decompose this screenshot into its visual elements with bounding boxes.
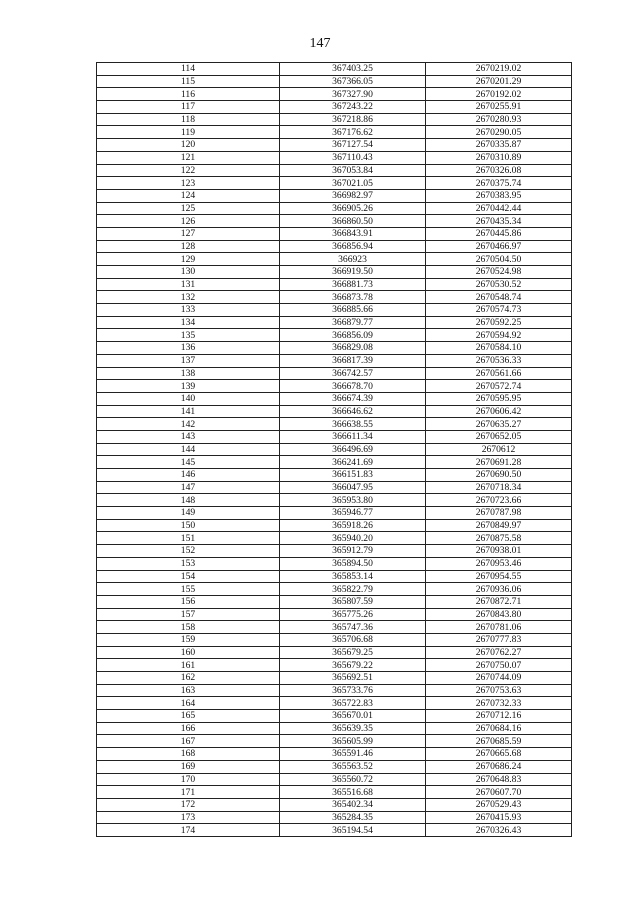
x-coordinate-cell: 366611.34 (280, 430, 426, 443)
x-coordinate-cell: 365946.77 (280, 507, 426, 520)
table-row (97, 202, 572, 215)
y-coordinate-cell: 2670843.80 (426, 608, 572, 621)
y-coordinate-cell: 2670750.07 (426, 659, 572, 672)
x-coordinate-cell: 366829.08 (280, 342, 426, 355)
x-coordinate-cell: 365853.14 (280, 570, 426, 583)
table-row (97, 329, 572, 342)
table-row (97, 532, 572, 545)
y-coordinate-cell: 2670875.58 (426, 532, 572, 545)
table-row (97, 469, 572, 482)
table-row (97, 710, 572, 723)
point-number-cell: 116 (97, 88, 280, 101)
point-number-cell: 172 (97, 798, 280, 811)
x-coordinate-cell: 365894.50 (280, 557, 426, 570)
table-row (97, 240, 572, 253)
point-number-cell: 124 (97, 189, 280, 202)
x-coordinate-cell: 367218.86 (280, 113, 426, 126)
y-coordinate-cell: 2670335.87 (426, 139, 572, 152)
point-number-cell: 155 (97, 583, 280, 596)
x-coordinate-cell: 365516.68 (280, 786, 426, 799)
y-coordinate-cell: 2670686.24 (426, 760, 572, 773)
table-row (97, 557, 572, 570)
y-coordinate-cell: 2670938.01 (426, 545, 572, 558)
x-coordinate-cell: 366856.09 (280, 329, 426, 342)
x-coordinate-cell: 365722.83 (280, 697, 426, 710)
table-row (97, 722, 572, 735)
point-number-cell: 170 (97, 773, 280, 786)
table-row (97, 507, 572, 520)
y-coordinate-cell: 2670445.86 (426, 227, 572, 240)
x-coordinate-cell: 366879.77 (280, 316, 426, 329)
point-number-cell: 122 (97, 164, 280, 177)
y-coordinate-cell: 2670415.93 (426, 811, 572, 824)
y-coordinate-cell: 2670219.02 (426, 63, 572, 76)
point-number-cell: 160 (97, 646, 280, 659)
table-row (97, 63, 572, 76)
x-coordinate-cell: 365284.35 (280, 811, 426, 824)
table-row (97, 380, 572, 393)
x-coordinate-cell: 366742.57 (280, 367, 426, 380)
table-row (97, 824, 572, 837)
table-row (97, 595, 572, 608)
table-row (97, 139, 572, 152)
point-number-cell: 134 (97, 316, 280, 329)
y-coordinate-cell: 2670936.06 (426, 583, 572, 596)
x-coordinate-cell: 365912.79 (280, 545, 426, 558)
point-number-cell: 148 (97, 494, 280, 507)
table-row (97, 113, 572, 126)
point-number-cell: 136 (97, 342, 280, 355)
coordinate-table-body (97, 63, 572, 837)
table-row (97, 748, 572, 761)
x-coordinate-cell: 367110.43 (280, 151, 426, 164)
table-row (97, 633, 572, 646)
point-number-cell: 132 (97, 291, 280, 304)
point-number-cell: 141 (97, 405, 280, 418)
x-coordinate-cell: 366843.91 (280, 227, 426, 240)
y-coordinate-cell: 2670574.73 (426, 304, 572, 317)
point-number-cell: 162 (97, 672, 280, 685)
x-coordinate-cell: 365402.34 (280, 798, 426, 811)
x-coordinate-cell: 365692.51 (280, 672, 426, 685)
y-coordinate-cell: 2670280.93 (426, 113, 572, 126)
y-coordinate-cell: 2670504.50 (426, 253, 572, 266)
x-coordinate-cell: 366860.50 (280, 215, 426, 228)
point-number-cell: 143 (97, 430, 280, 443)
y-coordinate-cell: 2670442.44 (426, 202, 572, 215)
point-number-cell: 117 (97, 101, 280, 114)
y-coordinate-cell: 2670753.63 (426, 684, 572, 697)
table-row (97, 570, 572, 583)
table-row (97, 481, 572, 494)
x-coordinate-cell: 365670.01 (280, 710, 426, 723)
point-number-cell: 135 (97, 329, 280, 342)
y-coordinate-cell: 2670606.42 (426, 405, 572, 418)
point-number-cell: 146 (97, 469, 280, 482)
point-number-cell: 147 (97, 481, 280, 494)
x-coordinate-cell: 367243.22 (280, 101, 426, 114)
x-coordinate-cell: 365679.22 (280, 659, 426, 672)
y-coordinate-cell: 2670953.46 (426, 557, 572, 570)
y-coordinate-cell: 2670781.06 (426, 621, 572, 634)
y-coordinate-cell: 2670691.28 (426, 456, 572, 469)
y-coordinate-cell: 2670192.02 (426, 88, 572, 101)
y-coordinate-cell: 2670954.55 (426, 570, 572, 583)
point-number-cell: 174 (97, 824, 280, 837)
x-coordinate-cell: 366241.69 (280, 456, 426, 469)
y-coordinate-cell: 2670635.27 (426, 418, 572, 431)
table-row (97, 215, 572, 228)
table-row (97, 75, 572, 88)
table-row (97, 494, 572, 507)
table-row (97, 735, 572, 748)
x-coordinate-cell: 366885.66 (280, 304, 426, 317)
y-coordinate-cell: 2670530.52 (426, 278, 572, 291)
x-coordinate-cell: 366674.39 (280, 392, 426, 405)
table-row (97, 278, 572, 291)
y-coordinate-cell: 2670665.68 (426, 748, 572, 761)
point-number-cell: 125 (97, 202, 280, 215)
point-number-cell: 115 (97, 75, 280, 88)
table-row (97, 392, 572, 405)
x-coordinate-cell: 367403.25 (280, 63, 426, 76)
x-coordinate-cell: 365747.36 (280, 621, 426, 634)
y-coordinate-cell: 2670524.98 (426, 266, 572, 279)
table-row (97, 316, 572, 329)
table-row (97, 608, 572, 621)
point-number-cell: 145 (97, 456, 280, 469)
point-number-cell: 130 (97, 266, 280, 279)
x-coordinate-cell: 365563.52 (280, 760, 426, 773)
table-row (97, 342, 572, 355)
x-coordinate-cell: 366678.70 (280, 380, 426, 393)
point-number-cell: 129 (97, 253, 280, 266)
x-coordinate-cell: 367176.62 (280, 126, 426, 139)
coordinate-table (96, 62, 572, 837)
x-coordinate-cell: 366047.95 (280, 481, 426, 494)
y-coordinate-cell: 2670572.74 (426, 380, 572, 393)
y-coordinate-cell: 2670375.74 (426, 177, 572, 190)
point-number-cell: 158 (97, 621, 280, 634)
y-coordinate-cell: 2670466.97 (426, 240, 572, 253)
y-coordinate-cell: 2670777.83 (426, 633, 572, 646)
table-row (97, 786, 572, 799)
x-coordinate-cell: 365591.46 (280, 748, 426, 761)
point-number-cell: 167 (97, 735, 280, 748)
x-coordinate-cell: 366646.62 (280, 405, 426, 418)
x-coordinate-cell: 365194.54 (280, 824, 426, 837)
table-row (97, 798, 572, 811)
point-number-cell: 139 (97, 380, 280, 393)
y-coordinate-cell: 2670255.91 (426, 101, 572, 114)
x-coordinate-cell: 366873.78 (280, 291, 426, 304)
y-coordinate-cell: 2670732.33 (426, 697, 572, 710)
y-coordinate-cell: 2670584.10 (426, 342, 572, 355)
y-coordinate-cell: 2670594.92 (426, 329, 572, 342)
point-number-cell: 173 (97, 811, 280, 824)
table-row (97, 164, 572, 177)
table-row (97, 672, 572, 685)
point-number-cell: 127 (97, 227, 280, 240)
y-coordinate-cell: 2670712.16 (426, 710, 572, 723)
y-coordinate-cell: 2670529.43 (426, 798, 572, 811)
table-row (97, 405, 572, 418)
y-coordinate-cell: 2670201.29 (426, 75, 572, 88)
x-coordinate-cell: 365679.25 (280, 646, 426, 659)
table-row (97, 151, 572, 164)
y-coordinate-cell: 2670548.74 (426, 291, 572, 304)
point-number-cell: 166 (97, 722, 280, 735)
table-row (97, 291, 572, 304)
y-coordinate-cell: 2670592.25 (426, 316, 572, 329)
point-number-cell: 114 (97, 63, 280, 76)
x-coordinate-cell: 367366.05 (280, 75, 426, 88)
x-coordinate-cell: 366982.97 (280, 189, 426, 202)
table-row (97, 583, 572, 596)
y-coordinate-cell: 2670723.66 (426, 494, 572, 507)
point-number-cell: 165 (97, 710, 280, 723)
table-row (97, 519, 572, 532)
table-row (97, 88, 572, 101)
x-coordinate-cell: 366919.50 (280, 266, 426, 279)
y-coordinate-cell: 2670561.66 (426, 367, 572, 380)
y-coordinate-cell: 2670326.08 (426, 164, 572, 177)
x-coordinate-cell: 365639.35 (280, 722, 426, 735)
page-number: 147 (309, 36, 331, 51)
point-number-cell: 133 (97, 304, 280, 317)
x-coordinate-cell: 365775.26 (280, 608, 426, 621)
point-number-cell: 121 (97, 151, 280, 164)
point-number-cell: 154 (97, 570, 280, 583)
point-number-cell: 119 (97, 126, 280, 139)
table-row (97, 443, 572, 456)
table-row (97, 367, 572, 380)
y-coordinate-cell: 2670536.33 (426, 354, 572, 367)
x-coordinate-cell: 367053.84 (280, 164, 426, 177)
point-number-cell: 150 (97, 519, 280, 532)
x-coordinate-cell: 366856.94 (280, 240, 426, 253)
x-coordinate-cell: 365733.76 (280, 684, 426, 697)
y-coordinate-cell: 2670744.09 (426, 672, 572, 685)
x-coordinate-cell: 365940.20 (280, 532, 426, 545)
point-number-cell: 171 (97, 786, 280, 799)
x-coordinate-cell: 366817.39 (280, 354, 426, 367)
y-coordinate-cell: 2670595.95 (426, 392, 572, 405)
x-coordinate-cell: 365560.72 (280, 773, 426, 786)
y-coordinate-cell: 2670383.95 (426, 189, 572, 202)
x-coordinate-cell: 365807.59 (280, 595, 426, 608)
y-coordinate-cell: 2670684.16 (426, 722, 572, 735)
y-coordinate-cell: 2670652.05 (426, 430, 572, 443)
table-row (97, 659, 572, 672)
x-coordinate-cell: 365918.26 (280, 519, 426, 532)
y-coordinate-cell: 2670685.59 (426, 735, 572, 748)
point-number-cell: 142 (97, 418, 280, 431)
y-coordinate-cell: 2670607.70 (426, 786, 572, 799)
x-coordinate-cell: 366638.55 (280, 418, 426, 431)
point-number-cell: 163 (97, 684, 280, 697)
point-number-cell: 128 (97, 240, 280, 253)
x-coordinate-cell: 367127.54 (280, 139, 426, 152)
table-row (97, 304, 572, 317)
table-row (97, 418, 572, 431)
point-number-cell: 144 (97, 443, 280, 456)
point-number-cell: 153 (97, 557, 280, 570)
y-coordinate-cell: 2670310.89 (426, 151, 572, 164)
x-coordinate-cell: 365822.79 (280, 583, 426, 596)
point-number-cell: 118 (97, 113, 280, 126)
table-row (97, 760, 572, 773)
point-number-cell: 149 (97, 507, 280, 520)
x-coordinate-cell: 366923 (280, 253, 426, 266)
point-number-cell: 120 (97, 139, 280, 152)
table-row (97, 697, 572, 710)
point-number-cell: 123 (97, 177, 280, 190)
x-coordinate-cell: 366151.83 (280, 469, 426, 482)
y-coordinate-cell: 2670648.83 (426, 773, 572, 786)
x-coordinate-cell: 365706.68 (280, 633, 426, 646)
table-row (97, 253, 572, 266)
y-coordinate-cell: 2670690.50 (426, 469, 572, 482)
y-coordinate-cell: 2670612 (426, 443, 572, 456)
y-coordinate-cell: 2670290.05 (426, 126, 572, 139)
point-number-cell: 161 (97, 659, 280, 672)
x-coordinate-cell: 365953.80 (280, 494, 426, 507)
x-coordinate-cell: 367021.05 (280, 177, 426, 190)
table-row (97, 621, 572, 634)
point-number-cell: 164 (97, 697, 280, 710)
x-coordinate-cell: 366496.69 (280, 443, 426, 456)
point-number-cell: 152 (97, 545, 280, 558)
table-row (97, 430, 572, 443)
y-coordinate-cell: 2670718.34 (426, 481, 572, 494)
point-number-cell: 137 (97, 354, 280, 367)
point-number-cell: 159 (97, 633, 280, 646)
point-number-cell: 156 (97, 595, 280, 608)
table-row (97, 126, 572, 139)
x-coordinate-cell: 365605.99 (280, 735, 426, 748)
y-coordinate-cell: 2670762.27 (426, 646, 572, 659)
point-number-cell: 140 (97, 392, 280, 405)
table-row (97, 354, 572, 367)
y-coordinate-cell: 2670787.98 (426, 507, 572, 520)
table-row (97, 266, 572, 279)
table-row (97, 177, 572, 190)
table-row (97, 227, 572, 240)
point-number-cell: 126 (97, 215, 280, 228)
table-row (97, 646, 572, 659)
point-number-cell: 151 (97, 532, 280, 545)
x-coordinate-cell: 366881.73 (280, 278, 426, 291)
point-number-cell: 169 (97, 760, 280, 773)
y-coordinate-cell: 2670872.71 (426, 595, 572, 608)
y-coordinate-cell: 2670435.34 (426, 215, 572, 228)
table-row (97, 545, 572, 558)
x-coordinate-cell: 366905.26 (280, 202, 426, 215)
y-coordinate-cell: 2670849.97 (426, 519, 572, 532)
table-row (97, 456, 572, 469)
table-row (97, 773, 572, 786)
table-row (97, 684, 572, 697)
table-row (97, 189, 572, 202)
table-row (97, 101, 572, 114)
point-number-cell: 131 (97, 278, 280, 291)
x-coordinate-cell: 367327.90 (280, 88, 426, 101)
y-coordinate-cell: 2670326.43 (426, 824, 572, 837)
point-number-cell: 168 (97, 748, 280, 761)
point-number-cell: 157 (97, 608, 280, 621)
point-number-cell: 138 (97, 367, 280, 380)
table-row (97, 811, 572, 824)
